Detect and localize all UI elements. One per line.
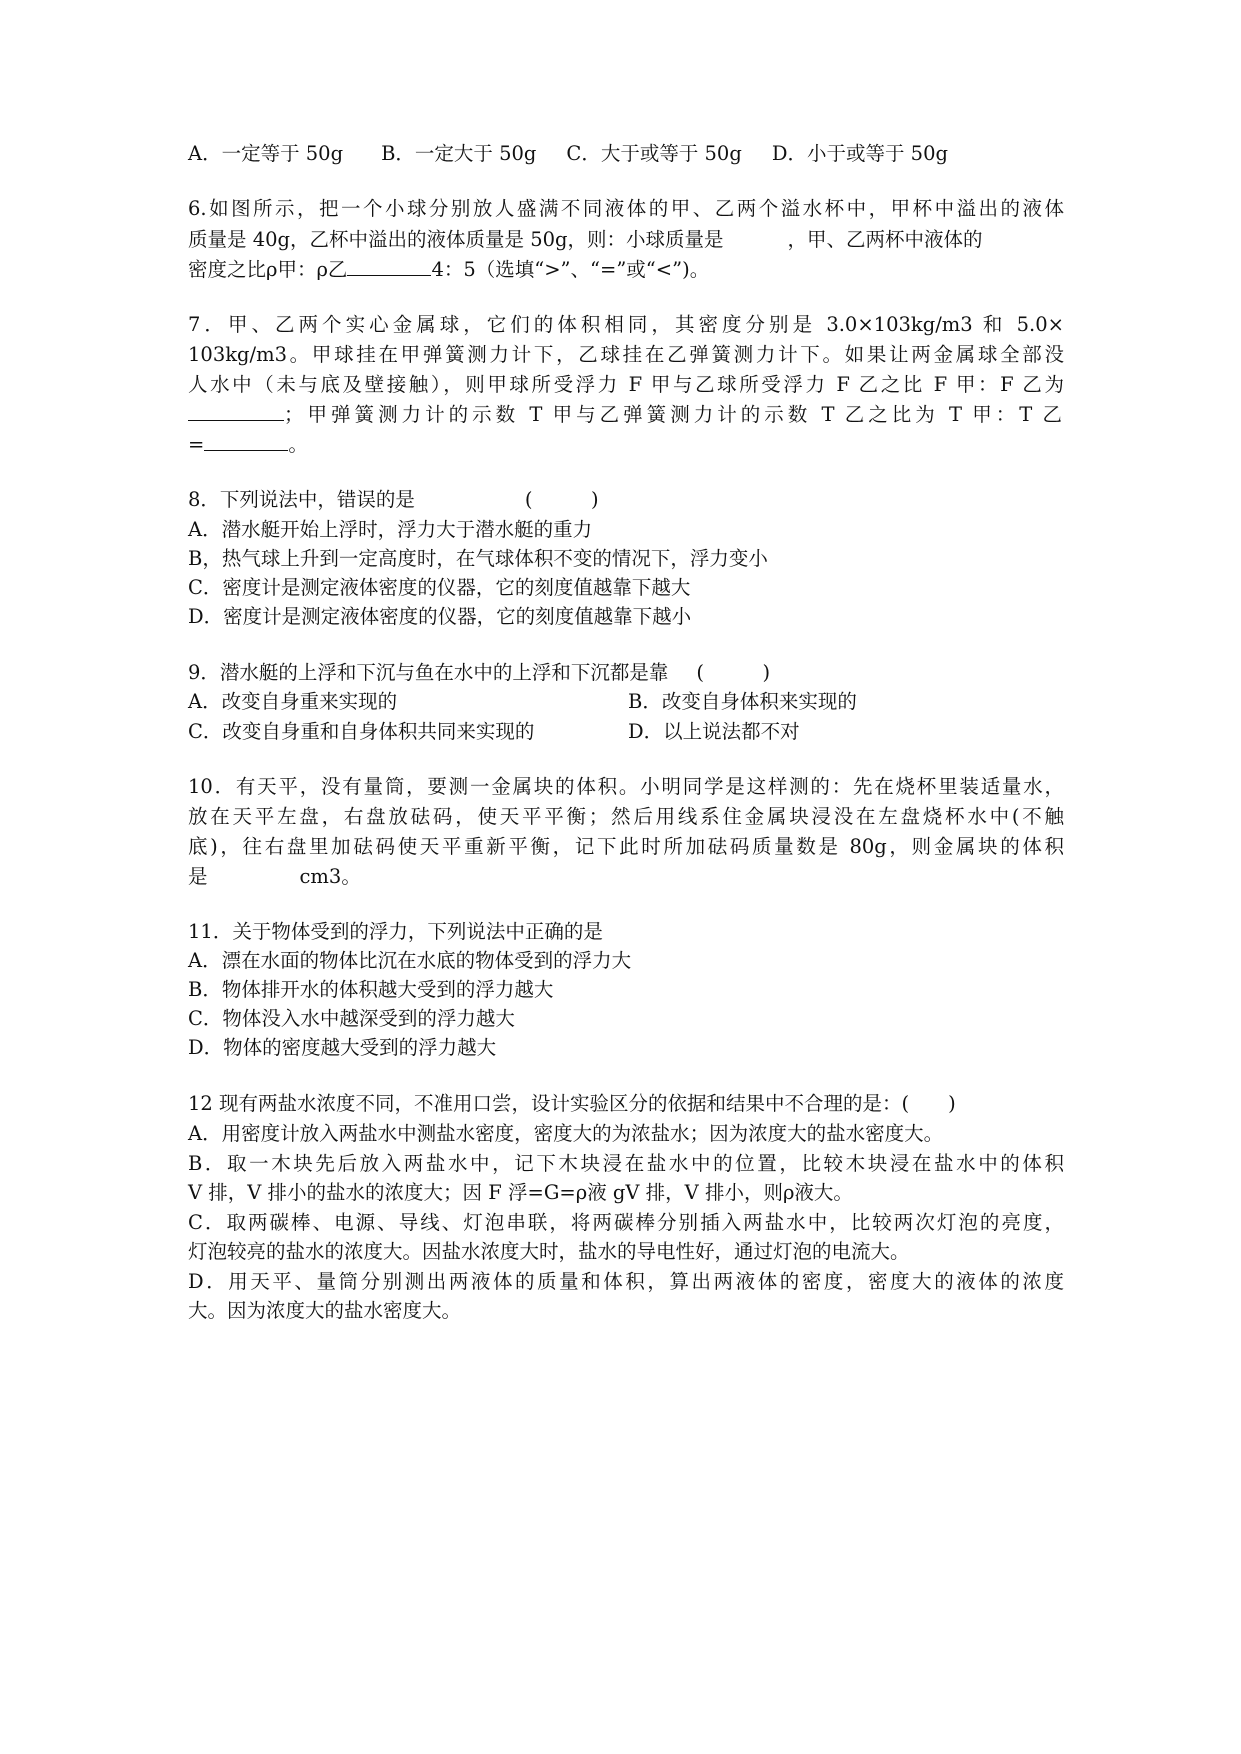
- q5-option-d: D．小于或等于 50g: [771, 142, 948, 165]
- q9-option-d: D．以上说法都不对: [628, 720, 800, 743]
- q11-stem: 11．关于物体受到的浮力，下列说法中正确的是: [188, 920, 603, 943]
- q12-option-a: A．用密度计放入两盐水中测盐水密度，密度大的为浓盐水；因为浓度大的盐水密度大。: [188, 1122, 944, 1145]
- q9-stem: 9．潜水艇的上浮和下沉与鱼在水中的上浮和下沉都是靠 ( ): [188, 661, 771, 684]
- q7-line-2: 103kg/m3。甲球挂在甲弹簧测力计下，乙球挂在乙弹簧测力计下。如果让两金属球全部没: [188, 343, 1064, 366]
- q9-option-c: C．改变自身重和自身体积共同来实现的: [188, 720, 535, 743]
- q12-option-b-line-2: V 排，V 排小的盐水的浓度大；因 F 浮=G=ρ液 gV 排，V 排小，则ρ液大。: [188, 1181, 853, 1204]
- q6-line-3: 密度之比ρ甲：ρ乙 4：5（选填“>”、“=”或“<”)。: [188, 258, 710, 281]
- q12-option-d-line-1: D．用天平、量筒分别测出两液体的质量和体积，算出两液体的密度，密度大的液体的浓度: [188, 1270, 1064, 1293]
- q9-options-row-2: [188, 716, 1064, 744]
- q9-option-a: A．改变自身重来实现的: [188, 690, 398, 713]
- q8-option-b: B，热气球上升到一定高度时，在气球体积不变的情况下，浮力变小: [188, 547, 768, 570]
- q9-options-row-1: [188, 686, 1064, 714]
- q12-option-c-line-2: 灯泡较亮的盐水的浓度大。因盐水浓度大时，盐水的导电性好，通过灯泡的电流大。: [188, 1240, 910, 1263]
- q5-option-c: C．大于或等于 50g: [566, 142, 742, 165]
- q10-line-2: 放在天平左盘，右盘放砝码，使天平平衡；然后用线系住金属块浸没在左盘烧杯水中(不触: [188, 805, 1064, 828]
- q9-option-b: B．改变自身体积来实现的: [628, 690, 857, 713]
- q12-option-c-line-1: C．取两碳棒、电源、导线、灯泡串联，将两碳棒分别插入两盐水中，比较两次灯泡的亮度，: [188, 1211, 1064, 1234]
- q8-stem: 8．下列说法中，错误的是 ( ): [188, 488, 599, 511]
- q5-option-a: A．一定等于 50g: [188, 142, 344, 165]
- q5-option-b: B．一定大于 50g: [381, 142, 537, 165]
- q7-answer-blank-1[interactable]: [188, 419, 284, 421]
- q10-line-3: 底)，往右盘里加砝码使天平重新平衡，记下此时所加砝码质量数是 80g，则金属块的体积: [188, 835, 1064, 858]
- q11-option-c: C．物体没入水中越深受到的浮力越大: [188, 1007, 515, 1030]
- q5-options: [188, 138, 948, 166]
- q6-line-2: 质量是 40g，乙杯中溢出的液体质量是 50g，则：小球质量是 ，甲、乙两杯中液体的: [188, 228, 983, 251]
- q7-line-3: 人水中（未与底及壁接触），则甲球所受浮力 F 甲与乙球所受浮力 F 乙之比 F 甲：F 乙为: [188, 373, 1064, 396]
- q8-option-a: A．潜水艇开始上浮时，浮力大于潜水艇的重力: [188, 518, 593, 541]
- q11-option-a: A．漂在水面的物体比沉在水底的物体受到的浮力大: [188, 949, 632, 972]
- q10-line-1: 10．有天平，没有量筒，要测一金属块的体积。小明同学是这样测的：先在烧杯里装适量水，: [188, 775, 1064, 798]
- q7-answer-blank-2[interactable]: [204, 449, 288, 451]
- q6-line-1: 6.如图所示，把一个小球分别放人盛满不同液体的甲、乙两个溢水杯中，甲杯中溢出的液体: [188, 197, 1064, 220]
- q11-option-d: D．物体的密度越大受到的浮力越大: [188, 1036, 497, 1059]
- q7-line-4: ；甲弹簧测力计的示数 T 甲与乙弹簧测力计的示数 T 乙之比为 T 甲：T 乙: [188, 399, 1064, 427]
- q7-line-5: = 。: [188, 433, 308, 456]
- q12-option-d-line-2: 大。因为浓度大的盐水密度大。: [188, 1299, 462, 1322]
- q12-stem: 12 现有两盐水浓度不同，不准用口尝，设计实验区分的依据和结果中不合理的是：( ): [188, 1092, 956, 1115]
- q9-answer-paren[interactable]: ( ): [696, 661, 771, 684]
- q8-answer-paren[interactable]: ( ): [524, 488, 599, 511]
- q10-line-4: 是 cm3。: [188, 865, 361, 888]
- q8-option-d: D．密度计是测定液体密度的仪器，它的刻度值越靠下越小: [188, 605, 692, 628]
- q6-answer-blank[interactable]: [347, 274, 431, 276]
- q12-option-b-line-1: B．取一木块先后放入两盐水中，记下木块浸在盐水中的位置，比较木块浸在盐水中的体积: [188, 1152, 1064, 1175]
- q11-option-b: B．物体排开水的体积越大受到的浮力越大: [188, 978, 554, 1001]
- q8-option-c: C．密度计是测定液体密度的仪器，它的刻度值越靠下越大: [188, 576, 691, 599]
- q7-line-1: 7．甲、乙两个实心金属球，它们的体积相同，其密度分别是 3.0×103kg/m3 和 5.0×: [188, 313, 1064, 336]
